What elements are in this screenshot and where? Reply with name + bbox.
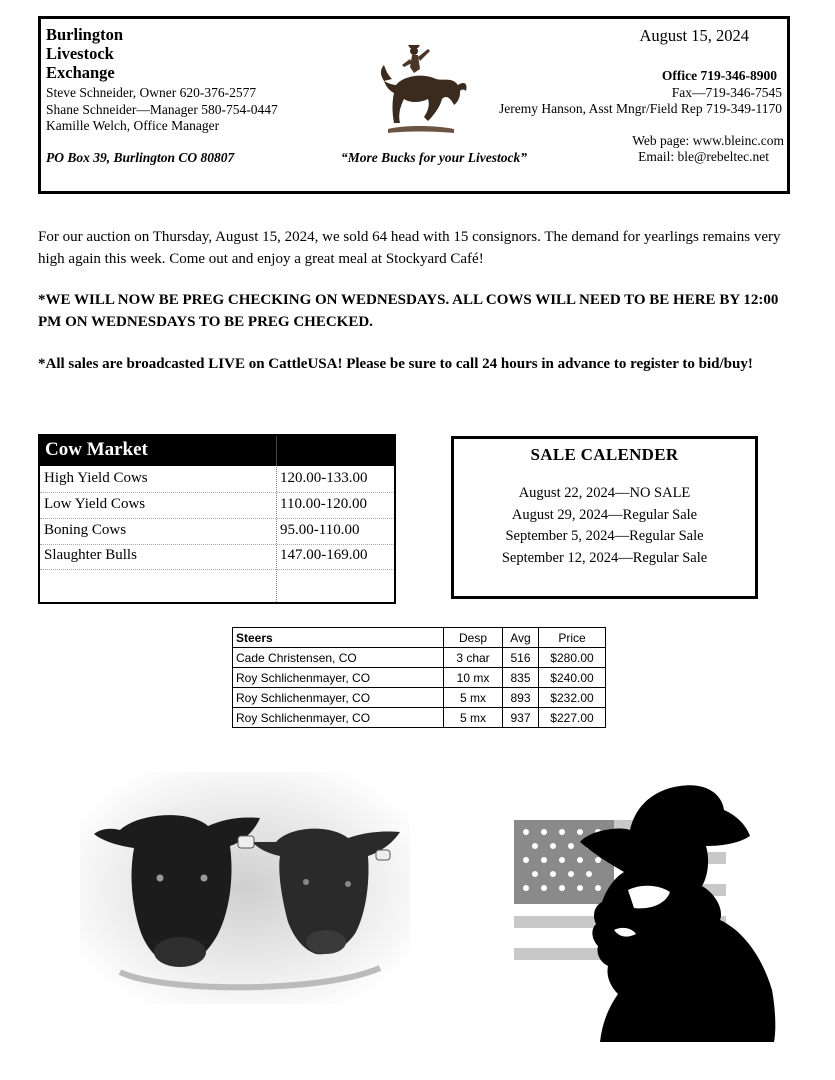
- table-row: [233, 648, 606, 668]
- cow-market-table: [38, 434, 396, 604]
- row-label: Low Yield Cows: [44, 496, 146, 512]
- table-row: [233, 708, 606, 728]
- avg-cell: 835: [503, 668, 539, 688]
- table-row: [40, 467, 394, 493]
- desc-cell: 3 char: [444, 648, 503, 668]
- preg-check-notice: *WE WILL NOW BE PREG CHECKING ON WEDNESDAYS. ALL COWS WILL NEED TO BE HERE BY 12:00 PM ON WEDNESDAYS TO BE PREG CHECKED.: [38, 292, 779, 330]
- staff-list: [46, 85, 278, 135]
- fax-number: Fax—719-346-7545: [671, 85, 782, 100]
- staff-office-manager: Kamille Welch, Office Manager: [46, 118, 220, 133]
- table-row: [40, 493, 394, 519]
- desc-cell: 5 mx: [444, 708, 503, 728]
- row-label: High Yield Cows: [44, 470, 148, 486]
- calendar-entry: August 22, 2024—NO SALE: [518, 485, 691, 501]
- avg-cell: 937: [503, 708, 539, 728]
- intro-paragraph: For our auction on Thursday, August 15, 2024, we sold 64 head with 15 consignors. The demand for yearlings remains very high again this week. Come out and enjoy a great meal at Stockyard Café!: [38, 229, 781, 267]
- consignor-cell: Roy Schlichenmayer, CO: [233, 668, 444, 688]
- business-name: [46, 25, 123, 82]
- row-value: 120.00-133.00: [280, 470, 368, 486]
- table-row: [233, 688, 606, 708]
- newsletter-date: August 15, 2024: [639, 26, 749, 45]
- sale-calendar: [451, 436, 758, 599]
- calendar-entry: August 29, 2024—Regular Sale: [511, 506, 698, 523]
- price-cell: $232.00: [539, 688, 606, 708]
- business-name-line: Exchange: [46, 63, 115, 82]
- office-phone: Office 719-346-8900: [661, 68, 777, 83]
- consignor-cell: Roy Schlichenmayer, CO: [233, 688, 444, 708]
- price-cell: $227.00: [539, 708, 606, 728]
- calendar-entry: September 5, 2024—Regular Sale: [505, 528, 704, 544]
- column-header: Steers: [233, 628, 444, 648]
- table-row: [233, 668, 606, 688]
- consignor-cell: Roy Schlichenmayer, CO: [233, 708, 444, 728]
- row-label: Boning Cows: [44, 522, 127, 538]
- row-label: Slaughter Bulls: [44, 547, 137, 563]
- column-header: Avg: [503, 628, 539, 648]
- column-header: Desp: [444, 628, 503, 648]
- row-value: 147.00-169.00: [280, 547, 368, 563]
- broadcast-notice: *All sales are broadcasted LIVE on CattleUSA! Please be sure to call 24 hours in advance to register to bid/buy!: [38, 356, 753, 372]
- two-black-calves-sketch-icon: [80, 772, 410, 1004]
- email-address[interactable]: Email: ble@rebeltec.net: [638, 149, 769, 164]
- bucking-horse-rider-icon: [374, 41, 470, 141]
- business-name-line: Livestock: [46, 44, 114, 63]
- desc-cell: 5 mx: [444, 688, 503, 708]
- steers-table: [232, 627, 606, 728]
- price-cell: $280.00: [539, 648, 606, 668]
- avg-cell: 893: [503, 688, 539, 708]
- slogan: “More Bucks for your Livestock”: [341, 150, 527, 165]
- avg-cell: 516: [503, 648, 539, 668]
- column-divider: [276, 436, 278, 466]
- business-name-line: Burlington: [46, 25, 124, 44]
- web-page[interactable]: Web page: www.bleinc.com: [632, 133, 784, 148]
- price-cell: $240.00: [539, 668, 606, 688]
- desc-cell: 10 mx: [444, 668, 503, 688]
- cow-market-title: Cow Market: [45, 439, 148, 460]
- cow-market-header: [40, 436, 394, 466]
- table-header-row: [233, 628, 606, 648]
- table-row: [40, 519, 394, 545]
- calendar-entry: September 12, 2024—Regular Sale: [501, 549, 708, 566]
- column-header: Price: [539, 628, 606, 648]
- staff-manager: Shane Schneider—Manager 580-754-0447: [46, 101, 278, 117]
- consignor-cell: Cade Christensen, CO: [233, 648, 444, 668]
- sale-calendar-title: SALE CALENDER: [530, 445, 679, 464]
- staff-owner: Steve Schneider, Owner 620-376-2577: [46, 85, 257, 100]
- asst-manager-contact: Jeremy Hanson, Asst Mngr/Field Rep 719-349-1170: [499, 101, 782, 116]
- po-box: PO Box 39, Burlington CO 80807: [46, 150, 235, 165]
- row-value: 95.00-110.00: [280, 522, 360, 538]
- cowboy-silhouette-with-american-flag-icon: [510, 780, 780, 1042]
- letterhead: [38, 16, 790, 194]
- table-row: [40, 544, 394, 570]
- row-value: 110.00-120.00: [280, 496, 367, 512]
- sale-calendar-list: [454, 483, 755, 569]
